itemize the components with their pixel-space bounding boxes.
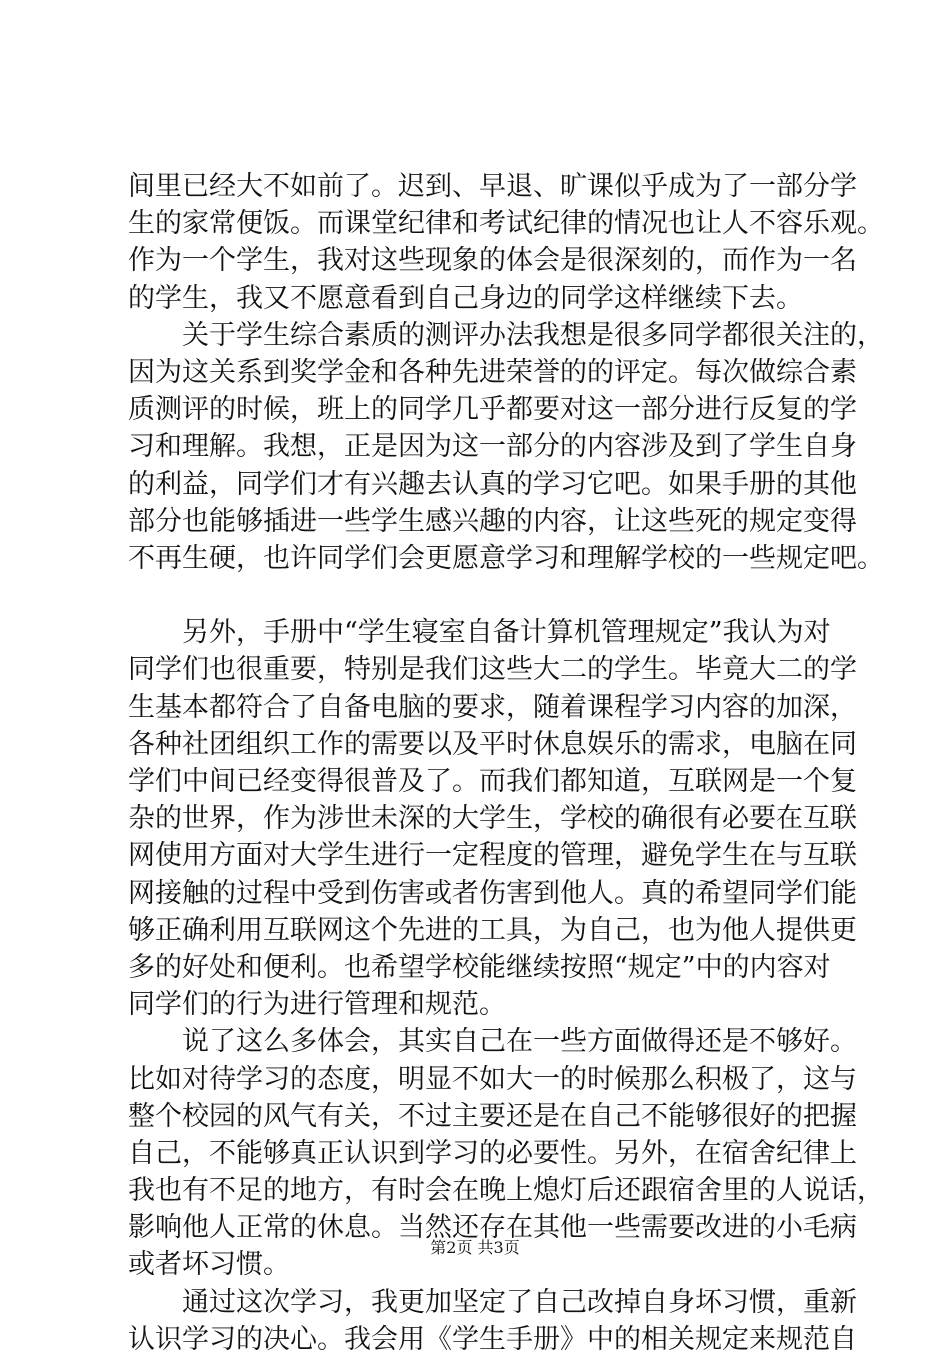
text-line: 学们中间已经变得很普及了。而我们都知道，互联网是一个复 bbox=[128, 766, 857, 797]
text-line: 通过这次学习，我更加坚定了自己改掉自身坏习惯，重新 bbox=[128, 1286, 857, 1318]
text-line: 因为这关系到奖学金和各种先进荣誉的的评定。每次做综合素 bbox=[128, 356, 857, 388]
text-line: 的学生，我又不愿意看到自己身边的同学这样继续下去。 bbox=[128, 282, 803, 314]
text-line: 同学们的行为进行管理和规范。 bbox=[128, 989, 506, 1021]
text-line: 我也有不足的地方，有时会在晚上熄灯后还跟宿舍里的人说话， bbox=[128, 1175, 884, 1207]
blank-line bbox=[128, 577, 868, 614]
text-line: 质测评的时候，班上的同学几乎都要对这一部分进行反复的学 bbox=[128, 394, 857, 426]
text-line: 另外，手册中“学生寝室自备计算机管理规定”我认为对 bbox=[128, 617, 831, 649]
text-line: 或者坏习惯。 bbox=[128, 1249, 290, 1281]
text-line: 自己，不能够真正认识到学习的必要性。另外，在宿舍纪律上 bbox=[128, 1137, 857, 1169]
text-line: 间里已经大不如前了。迟到、早退、旷课似乎成为了一部分学 bbox=[128, 171, 857, 202]
text-line: 生的家常便饭。而课堂纪律和考试纪律的情况也让人不容乐观。 bbox=[128, 208, 884, 240]
text-line: 认识学习的决心。我会用《学生手册》中的相关规定来规范自 bbox=[128, 1323, 857, 1355]
text-line: 网使用方面对大学生进行一定程度的管理，避免学生在与互联 bbox=[128, 840, 857, 872]
text-line: 不再生硬，也许同学们会更愿意学习和理解学校的一些规定吧。 bbox=[128, 542, 884, 574]
text-line: 各种社团组织工作的需要以及平时休息娱乐的需求，电脑在同 bbox=[128, 728, 857, 760]
text-line: 影响他人正常的休息。当然还存在其他一些需要改进的小毛病 bbox=[128, 1212, 857, 1244]
text-line: 同学们也很重要，特别是我们这些大二的学生。毕竟大二的学 bbox=[128, 654, 857, 686]
page-footer: 第2页 共3页 bbox=[430, 1238, 520, 1257]
text-line: 习和理解。我想，正是因为这一部分的内容涉及到了学生自身 bbox=[128, 431, 857, 463]
text-line: 关于学生综合素质的测评办法我想是很多同学都很关注的， bbox=[128, 319, 884, 351]
text-line: 比如对待学习的态度，明显不如大一的时候那么积极了，这与 bbox=[128, 1063, 857, 1095]
text-line: 够正确利用互联网这个先进的工具，为自己，也为他人提供更 bbox=[128, 914, 857, 946]
body-text bbox=[128, 168, 884, 1358]
text-line: 杂的世界，作为涉世未深的大学生，学校的确很有必要在互联 bbox=[128, 803, 857, 835]
text-line: 网接触的过程中受到伤害或者伤害到他人。真的希望同学们能 bbox=[128, 877, 857, 909]
text-line: 部分也能够插进一些学生感兴趣的内容，让这些死的规定变得 bbox=[128, 505, 857, 537]
text-line: 说了这么多体会，其实自己在一些方面做得还是不够好。 bbox=[128, 1026, 857, 1058]
text-line: 整个校园的风气有关，不过主要还是在自己不能够很好的把握 bbox=[128, 1100, 857, 1132]
text-line: 多的好处和便利。也希望学校能继续按照“规定”中的内容对 bbox=[128, 951, 831, 983]
text-line: 的利益，同学们才有兴趣去认真的学习它吧。如果手册的其他 bbox=[128, 468, 857, 500]
text-line: 作为一个学生，我对这些现象的体会是很深刻的，而作为一名 bbox=[128, 245, 857, 277]
text-line: 生基本都符合了自备电脑的要求，随着课程学习内容的加深， bbox=[128, 691, 857, 723]
